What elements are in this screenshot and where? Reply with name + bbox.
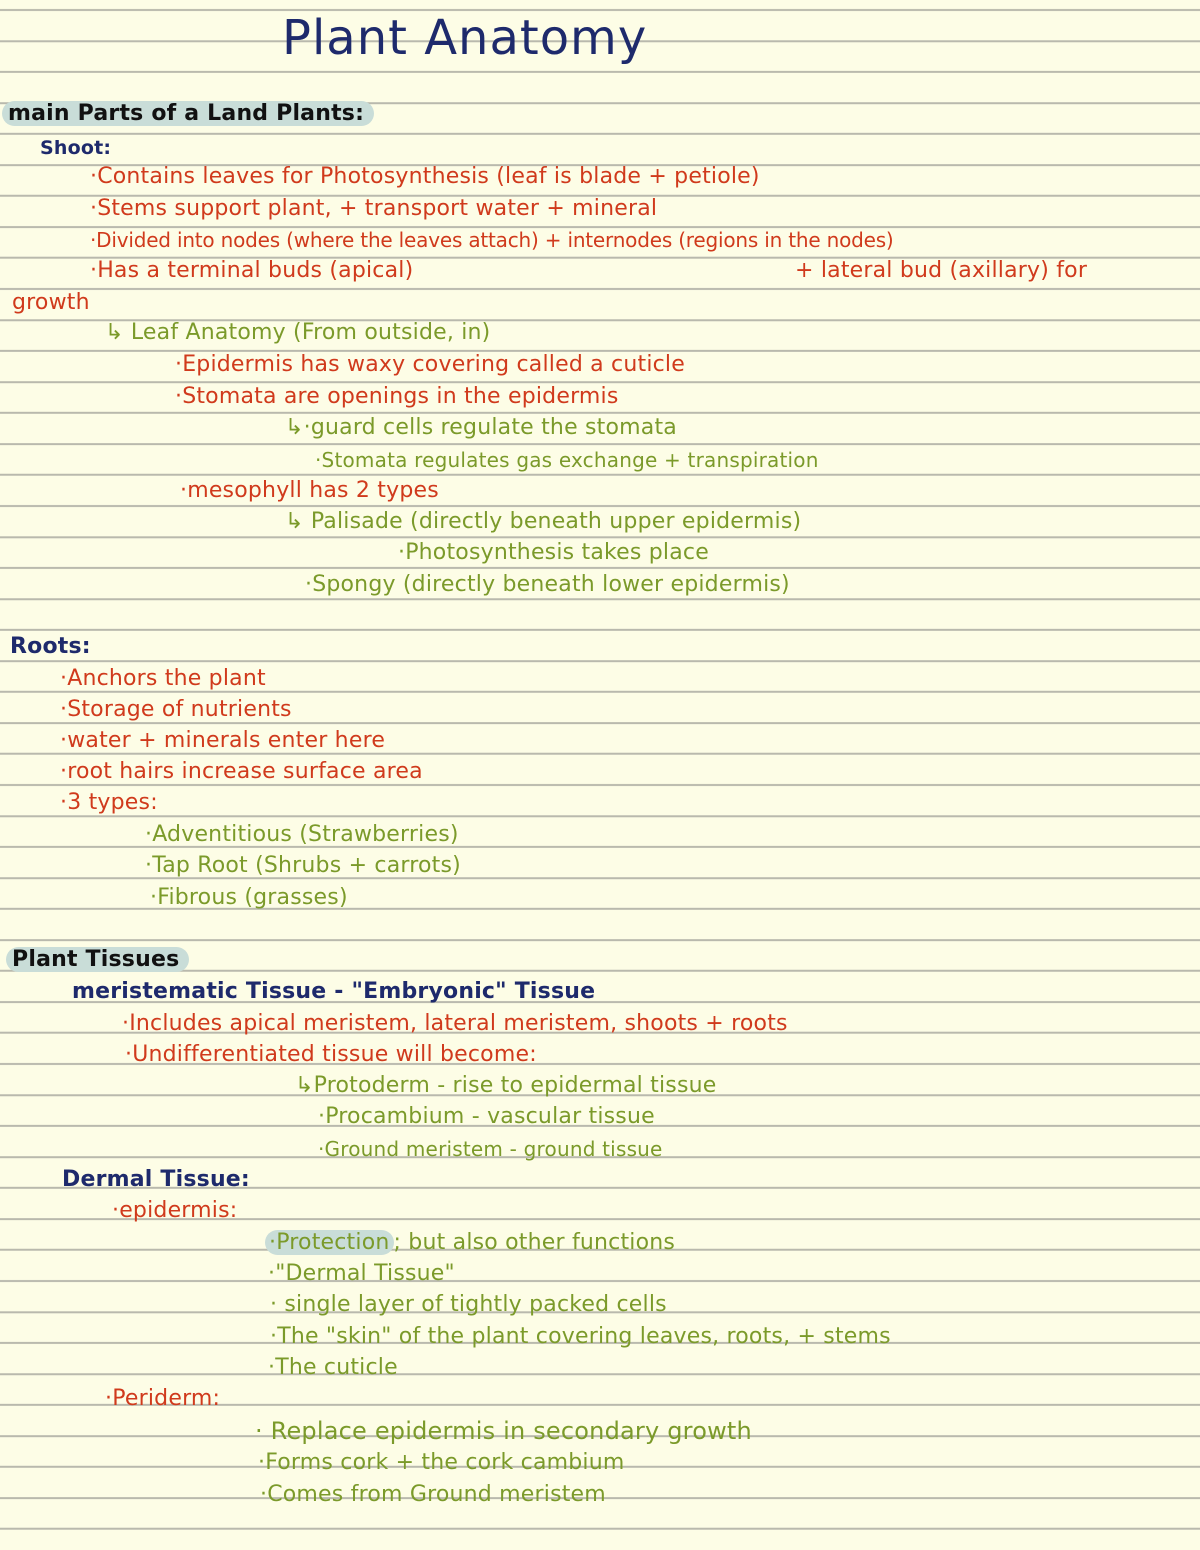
meristematic-label: meristematic Tissue - "Embryonic" Tissue — [72, 979, 596, 1004]
dermal-epidermis-point-2: ·"Dermal Tissue" — [268, 1261, 455, 1286]
roots-type-3: ·Fibrous (grasses) — [150, 885, 348, 910]
protection-rest: ; but also other functions — [393, 1230, 676, 1255]
dermal-periderm-point-2: ·Forms cork + the cork cambium — [258, 1450, 625, 1475]
leaf-stomata: ·Stomata are openings in the epidermis — [175, 384, 619, 409]
meristematic-point-1: ·Includes apical meristem, lateral meristem, shoots + roots — [122, 1011, 788, 1036]
roots-heading: Roots: — [10, 634, 91, 659]
leaf-spongy: ·Spongy (directly beneath lower epidermis) — [305, 572, 790, 597]
dermal-epidermis-point-5: ·The cuticle — [268, 1355, 398, 1380]
section-heading-main-parts — [2, 101, 374, 127]
shoot-label: Shoot: — [40, 137, 112, 159]
meristematic-sub-3: ·Ground meristem - ground tissue — [318, 1137, 663, 1161]
shoot-point-3: ·Divided into nodes (where the leaves attach) + internodes (regions in the nodes) — [90, 228, 894, 252]
dermal-epidermis-point-3: · single layer of tightly packed cells — [270, 1292, 667, 1317]
shoot-point-4: ·Has a terminal buds (apical) — [90, 258, 414, 283]
roots-type-1: ·Adventitious (Strawberries) — [145, 822, 459, 847]
leaf-guard-cells: ↳·guard cells regulate the stomata — [285, 415, 677, 440]
shoot-point-4-cont: + lateral bud (axillary) for — [795, 258, 1088, 283]
leaf-palisade: ↳ Palisade (directly beneath upper epidermis) — [285, 509, 802, 534]
leaf-epidermis: ·Epidermis has waxy covering called a cuticle — [175, 352, 685, 377]
roots-point-1: ·Anchors the plant — [60, 666, 266, 691]
roots-type-2: ·Tap Root (Shrubs + carrots) — [145, 853, 461, 878]
leaf-stomata-regulates: ·Stomata regulates gas exchange + transpiration — [315, 448, 819, 472]
roots-point-5: ·3 types: — [60, 790, 158, 815]
shoot-point-4-end: growth — [12, 290, 90, 315]
page-title: Plant Anatomy — [282, 10, 648, 66]
shoot-point-1: ·Contains leaves for Photosynthesis (leaf is blade + petiole) — [90, 164, 760, 189]
meristematic-point-2: ·Undifferentiated tissue will become: — [125, 1042, 537, 1067]
heading-highlight: Plant Tissues — [6, 947, 189, 972]
dermal-periderm-point-1: · Replace epidermis in secondary growth — [255, 1417, 752, 1445]
dermal-epidermis-label: ·epidermis: — [112, 1198, 238, 1223]
dermal-periderm-label: ·Periderm: — [105, 1386, 221, 1411]
roots-point-4: ·root hairs increase surface area — [60, 759, 423, 784]
shoot-point-2: ·Stems support plant, + transport water + mineral — [90, 196, 658, 221]
roots-point-2: ·Storage of nutrients — [60, 697, 292, 722]
dermal-periderm-point-3: ·Comes from Ground meristem — [260, 1482, 606, 1507]
heading-highlight: main Parts of a Land Plants: — [2, 101, 374, 126]
dermal-epidermis-point-4: ·The "skin" of the plant covering leaves, roots, + stems — [270, 1324, 891, 1349]
leaf-anatomy-label: ↳ Leaf Anatomy (From outside, in) — [105, 320, 491, 345]
meristematic-sub-2: ·Procambium - vascular tissue — [318, 1104, 655, 1129]
dermal-label: Dermal Tissue: — [62, 1167, 250, 1192]
meristematic-sub-1: ↳Protoderm - rise to epidermal tissue — [295, 1073, 717, 1098]
dermal-epidermis-point-1 — [265, 1230, 675, 1256]
leaf-mesophyll: ·mesophyll has 2 types — [180, 478, 439, 503]
protection-highlight: ·Protection — [265, 1230, 394, 1255]
leaf-photosynthesis: ·Photosynthesis takes place — [398, 540, 709, 565]
roots-point-3: ·water + minerals enter here — [60, 728, 386, 753]
section-heading-plant-tissues — [6, 947, 189, 973]
